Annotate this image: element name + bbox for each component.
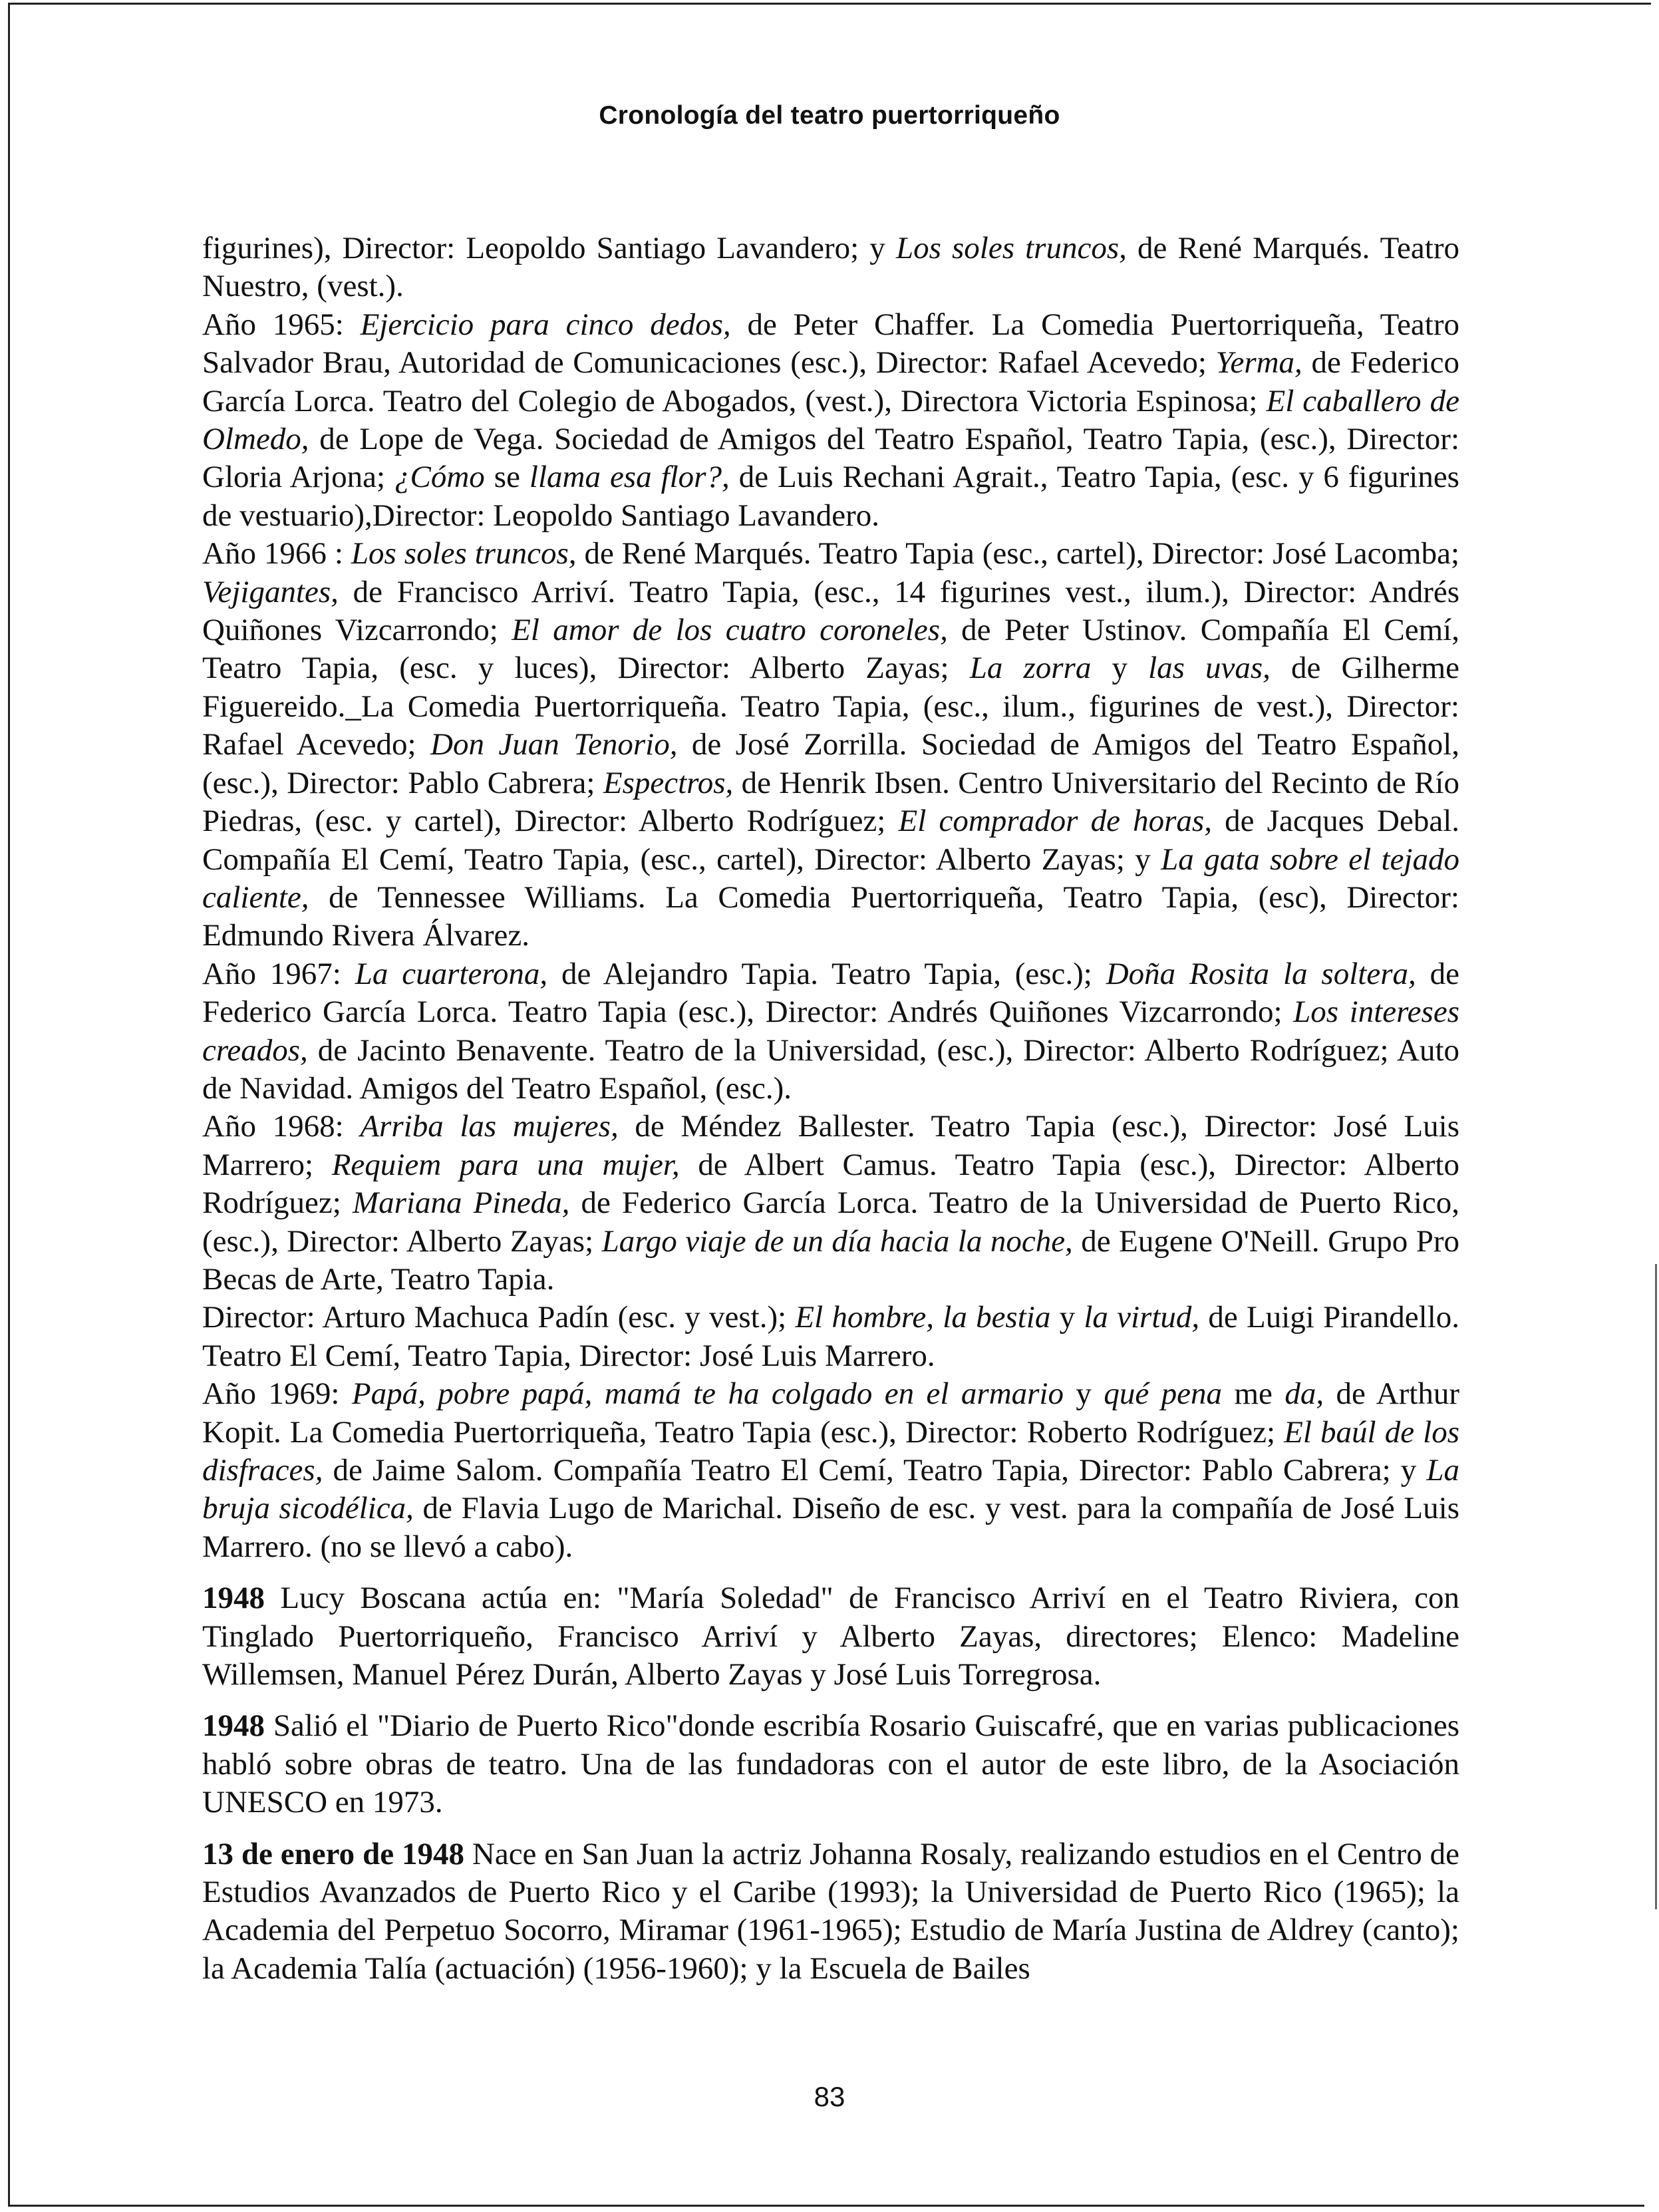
paragraph — [202, 1299, 1459, 1375]
text-run: de Jacques Debal. Compañía El Cemí, Teatro Tapia, (esc., cartel), Director: Alberto Zayas; y — [202, 804, 1460, 877]
work-title: Arriba las mujeres, — [360, 1109, 619, 1144]
work-title: El comprador de horas, — [898, 804, 1212, 839]
text-run: de Henrik Ibsen. Centro Universitario del Recinto de Río Piedras, (esc. y cartel), Director: Alberto Rodríguez; — [202, 765, 1459, 839]
text-run: figurines), Director: Leopoldo Santiago Lavandero; y — [202, 231, 896, 265]
text-run: de Albert Camus. Teatro Tapia (esc.), Director: Alberto Rodríguez; — [202, 1147, 1459, 1221]
chronology-entry — [202, 1707, 1459, 1821]
work-title: ¿Cómo — [394, 460, 485, 495]
page-border-bottom — [8, 2205, 1644, 2207]
work-title: Mariana Pineda, — [352, 1185, 570, 1221]
text-run: de Jacinto Benavente. Teatro de la Universidad, (esc.), Director: Alberto Rodríguez; Auto de Navidad. Amigos del Teatro Español, (esc.). — [202, 1032, 1459, 1106]
text-run: de Luigi Pirandello. Teatro El Cemí, Teatro Tapia, Director: José Luis Marrero. — [202, 1300, 1460, 1373]
text-run: de Peter Ustinov. Compañía El Cemí, Teatro Tapia, (esc. y luces), Director: Alberto Zayas; — [202, 613, 1459, 686]
work-title: El caballero de Olmedo, — [202, 383, 1459, 457]
work-title: las uvas, — [1148, 651, 1271, 686]
text-run: de Peter Chaffer. La Comedia Puertorriqueña, Teatro Salvador Brau, Autoridad de Comunicaciones (esc.), Director: Rafael Acevedo; — [202, 307, 1459, 381]
paragraph — [202, 1108, 1459, 1299]
text-run: Año 1968: — [202, 1109, 361, 1144]
text-run: de Jaime Salom. Compañía Teatro El Cemí, Teatro Tapia, Director: Pablo Cabrera; y — [323, 1453, 1427, 1488]
work-title: La bruja sicodélica, — [202, 1453, 1459, 1526]
work-title: Papá, pobre papá, mamá te ha colgado en el armario — [351, 1376, 1064, 1412]
text-run: de Méndez Ballester. Teatro Tapia (esc.), Director: José Luis Marrero; — [202, 1109, 1460, 1182]
text-run: de José Zorrilla. Sociedad de Amigos del Teatro Español, (esc.), Director: Pablo Cabrera; — [202, 727, 1460, 800]
work-title: llama esa flor?, — [529, 460, 730, 495]
text-run: de Arthur Kopit. La Comedia Puertorriqueña, Teatro Tapia (esc.), Director: Roberto Rodríguez; — [202, 1376, 1460, 1450]
text-run: Año 1969: — [202, 1376, 352, 1412]
text-run: de Tennessee Williams. La Comedia Puertorriqueña, Teatro Tapia, (esc), Director: Edmundo Rivera Álvarez. — [202, 879, 1459, 953]
entry-date: 1948 — [202, 1708, 265, 1744]
text-run: de Alejandro Tapia. Teatro Tapia, (esc.); — [547, 956, 1106, 991]
paragraph — [202, 535, 1459, 955]
page-number: 83 — [814, 2081, 845, 2112]
text-run: Director: Arturo Machuca Padín (esc. y vest.); — [202, 1300, 796, 1335]
page-border-left — [8, 3, 10, 2205]
work-title: El hombre, la bestia — [795, 1300, 1051, 1335]
text-run: y — [1050, 1300, 1084, 1335]
text-run: Año 1966 : — [202, 536, 351, 571]
paragraph — [202, 306, 1459, 535]
entry-date: 13 de enero de 1948 — [202, 1836, 464, 1871]
work-title: Doña Rosita la soltera, — [1106, 956, 1416, 991]
work-title: da, — [1284, 1376, 1324, 1412]
page-border-right — [1655, 1264, 1657, 1909]
body-text — [202, 230, 1459, 1988]
text-run: Nace en San Juan la actriz Johanna Rosaly, realizando estudios en el Centro de Estudios Avanzados de Puerto Rico y el Caribe (1993); la Universidad de Puerto Rico (1965); la Academia del Perpetuo Socorro, Miramar (1961-1965); Estudio de María Justina de Aldrey (canto); la Academia Talía (actuación) (1956-1960); y la Escuela de Bailes — [202, 1836, 1460, 1986]
paragraph — [202, 1375, 1459, 1566]
work-title: La zorra — [969, 651, 1092, 686]
work-title: El baúl de los disfraces, — [202, 1414, 1459, 1488]
text-run: me — [1222, 1376, 1285, 1412]
work-title: Espectros, — [603, 765, 734, 800]
page-border-top — [8, 3, 1651, 5]
text-run: Lucy Boscana actúa en: "María Soledad" de Francisco Arriví en el Teatro Riviera, con Tinglado Puertorriqueño, Francisco Arriví y Alberto Zayas, directores; Elenco: Madeline Willemsen, Manuel Pérez Durán, Alberto Zayas y José Luis Torregrosa. — [202, 1581, 1459, 1692]
text-run: de Flavia Lugo de Marichal. Diseño de esc. y vest. para la compañía de José Luis Marrero. (no se llevó a cabo). — [202, 1491, 1459, 1564]
text-run: de Eugene O'Neill. Grupo Pro Becas de Arte, Teatro Tapia. — [202, 1223, 1459, 1297]
text-run: de Federico García Lorca. Teatro del Colegio de Abogados, (vest.), Directora Victoria Espinosa; — [202, 345, 1459, 418]
running-header-title: Cronología del teatro puertorriqueño — [599, 101, 1060, 130]
text-run: Año 1967: — [202, 956, 355, 991]
work-title: Vejigantes, — [202, 574, 339, 609]
work-title: El amor de los cuatro coroneles, — [512, 613, 948, 648]
text-run: y — [1063, 1376, 1104, 1412]
text-run: de René Marqués. Teatro Tapia (esc., cartel), Director: José Lacomba; — [576, 536, 1460, 571]
text-run: de Francisco Arriví. Teatro Tapia, (esc., 14 figurines vest., ilum.), Director: Andrés Quiñones Vizcarrondo; — [202, 574, 1459, 648]
text-run: de Lope de Vega. Sociedad de Amigos del Teatro Español, Teatro Tapia, (esc.), Director: Gloria Arjona; — [202, 422, 1459, 495]
chronology-entry — [202, 1835, 1459, 1988]
chronology-entry — [202, 1579, 1459, 1694]
text-run: Salió el "Diario de Puerto Rico"donde escribía Rosario Guiscafré, que en varias publicaciones habló sobre obras de teatro. Una de las fundadoras con el autor de este libro, de la Asociación UNESCO en 1973. — [202, 1708, 1459, 1820]
paragraph — [202, 955, 1459, 1108]
work-title: la virtud, — [1084, 1300, 1200, 1335]
work-title: Los soles truncos, — [895, 231, 1127, 265]
work-title: Los soles truncos, — [351, 536, 577, 571]
work-title: Requiem para una mujer, — [331, 1147, 680, 1182]
text-run: se — [484, 460, 529, 495]
entry-date: 1948 — [202, 1581, 265, 1616]
text-run: de Federico García Lorca. Teatro de la Universidad de Puerto Rico, (esc.), Director: Alberto Zayas; — [202, 1185, 1459, 1259]
work-title: La cuarterona, — [355, 956, 548, 991]
work-title: Ejercicio para cinco dedos, — [360, 307, 731, 342]
text-run: y — [1091, 651, 1149, 686]
work-title: qué pena — [1104, 1376, 1223, 1412]
text-run: de Gilherme Figuereido._La Comedia Puertorriqueña. Teatro Tapia, (esc., ilum., figurines de vest.), Director: Rafael Acevedo; — [202, 651, 1460, 762]
work-title: Don Juan Tenorio, — [430, 727, 678, 762]
work-title: Yerma, — [1215, 345, 1302, 381]
text-run: Año 1965: — [202, 307, 361, 342]
work-title: Largo viaje de un día hacia la noche, — [601, 1223, 1073, 1259]
work-title: La gata sobre el tejado caliente, — [202, 842, 1459, 915]
paragraph — [202, 230, 1459, 306]
text-run: de René Marqués. Teatro Nuestro, (vest.). — [202, 231, 1459, 304]
text-run: de Luis Rechani Agrait., Teatro Tapia, (esc. y 6 figurines de vestuario),Director: Leopoldo Santiago Lavandero. — [202, 460, 1459, 533]
text-run: de Federico García Lorca. Teatro Tapia (esc.), Director: Andrés Quiñones Vizcarrondo; — [202, 956, 1459, 1030]
work-title: Los intereses creados, — [202, 995, 1459, 1068]
